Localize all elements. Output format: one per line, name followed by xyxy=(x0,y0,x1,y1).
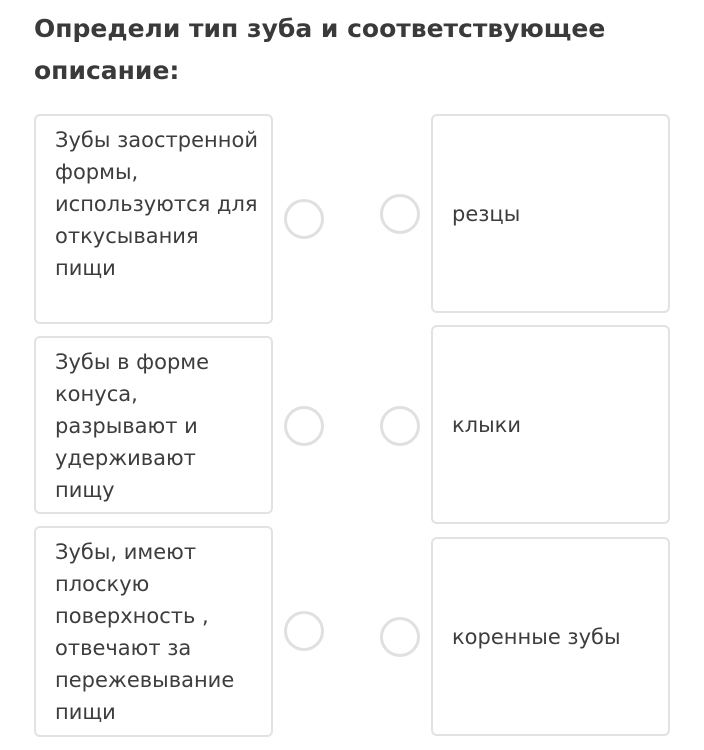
description-text-1: Зубы заостренной формы, используются для откусывания пищи xyxy=(55,128,258,280)
answer-radio-1[interactable] xyxy=(380,194,420,234)
answer-card-1[interactable] xyxy=(431,114,670,313)
description-card-2 xyxy=(34,336,273,514)
description-card-1 xyxy=(34,114,273,324)
answer-card-2[interactable] xyxy=(431,325,670,524)
answer-text-3: коренные зубы xyxy=(452,624,621,649)
description-radio-1[interactable] xyxy=(284,199,324,239)
description-radio-3[interactable] xyxy=(284,611,324,651)
description-text-3: Зубы, имеют плоскую поверхность , отвечают за пережевывание пищи xyxy=(55,540,235,724)
answer-text-1: резцы xyxy=(452,201,521,226)
answer-card-3[interactable] xyxy=(431,537,670,736)
answer-text-2: клыки xyxy=(452,412,522,437)
description-radio-2[interactable] xyxy=(284,406,324,446)
description-card-3 xyxy=(34,526,273,737)
description-text-2: Зубы в форме конуса, разрывают и удерживают пищу xyxy=(55,350,210,502)
answer-radio-3[interactable] xyxy=(380,617,420,657)
answer-radio-2[interactable] xyxy=(380,406,420,446)
question-title: Определи тип зуба и соответствующее описание: xyxy=(34,14,606,85)
